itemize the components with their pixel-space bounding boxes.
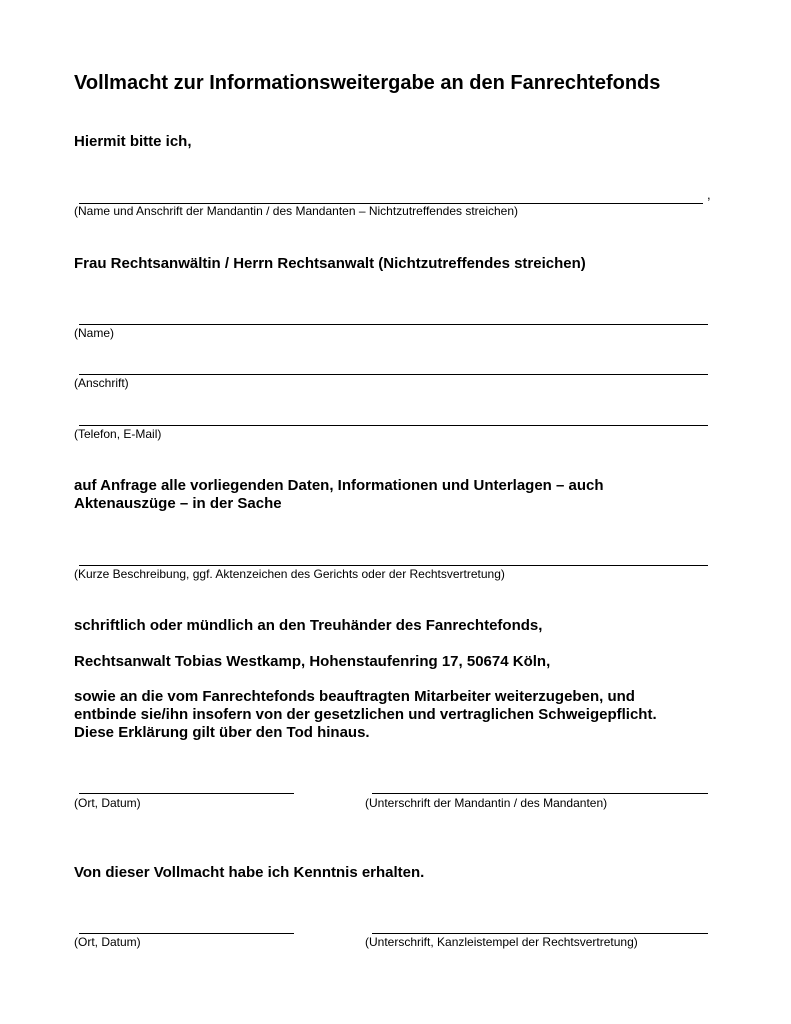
place-date-line-1[interactable] <box>79 793 294 794</box>
trustee-address: Rechtsanwalt Tobias Westkamp, Hohenstaufenring 17, 50674 Köln, <box>74 653 551 670</box>
lawyer-contact-line[interactable] <box>79 425 708 426</box>
lawyer-address-line[interactable] <box>79 374 708 375</box>
lawyer-signature-caption: (Unterschrift, Kanzleistempel der Rechtsvertretung) <box>365 935 638 949</box>
request-paragraph <box>74 477 604 513</box>
intro-text: Hiermit bitte ich, <box>74 133 192 150</box>
document-title: Vollmacht zur Informationsweitergabe an den Fanrechtefonds <box>74 72 661 94</box>
case-description-line[interactable] <box>79 565 708 566</box>
name-caption: (Name) <box>74 326 115 340</box>
address-caption: (Anschrift) <box>74 376 129 390</box>
case-caption: (Kurze Beschreibung, ggf. Aktenzeichen des Gerichts oder der Rechtsvertretung) <box>74 567 505 581</box>
release-line-1: sowie an die vom Fanrechtefonds beauftragten Mitarbeiter weiterzugeben, und <box>74 688 635 705</box>
request-line-1: auf Anfrage alle vorliegenden Daten, Informationen und Unterlagen – auch <box>74 477 604 494</box>
lawyer-name-line[interactable] <box>79 324 708 325</box>
client-signature-line[interactable] <box>372 793 708 794</box>
acknowledgement-text: Von dieser Vollmacht habe ich Kenntnis erhalten. <box>74 864 425 881</box>
trustee-line: schriftlich oder mündlich an den Treuhänder des Fanrechtefonds, <box>74 617 543 634</box>
request-line-2: Aktenauszüge – in der Sache <box>74 495 282 512</box>
client-caption: (Name und Anschrift der Mandantin / des Mandanten – Nichtzutreffendes streichen) <box>74 204 519 218</box>
lawyer-heading: Frau Rechtsanwältin / Herrn Rechtsanwalt (Nichtzutreffendes streichen) <box>74 255 586 272</box>
release-line-3: Diese Erklärung gilt über den Tod hinaus. <box>74 724 370 741</box>
release-paragraph <box>74 688 657 742</box>
place-date-caption-1: (Ort, Datum) <box>74 796 141 810</box>
place-date-line-2[interactable] <box>79 933 294 934</box>
contact-caption: (Telefon, E-Mail) <box>74 427 162 441</box>
lawyer-signature-line[interactable] <box>372 933 708 934</box>
place-date-caption-2: (Ort, Datum) <box>74 935 141 949</box>
client-line-comma: , <box>707 187 711 202</box>
client-signature-caption: (Unterschrift der Mandantin / des Mandanten) <box>365 796 608 810</box>
release-line-2: entbinde sie/ihn insofern von der gesetzlichen und vertraglichen Schweigepflicht. <box>74 706 657 723</box>
